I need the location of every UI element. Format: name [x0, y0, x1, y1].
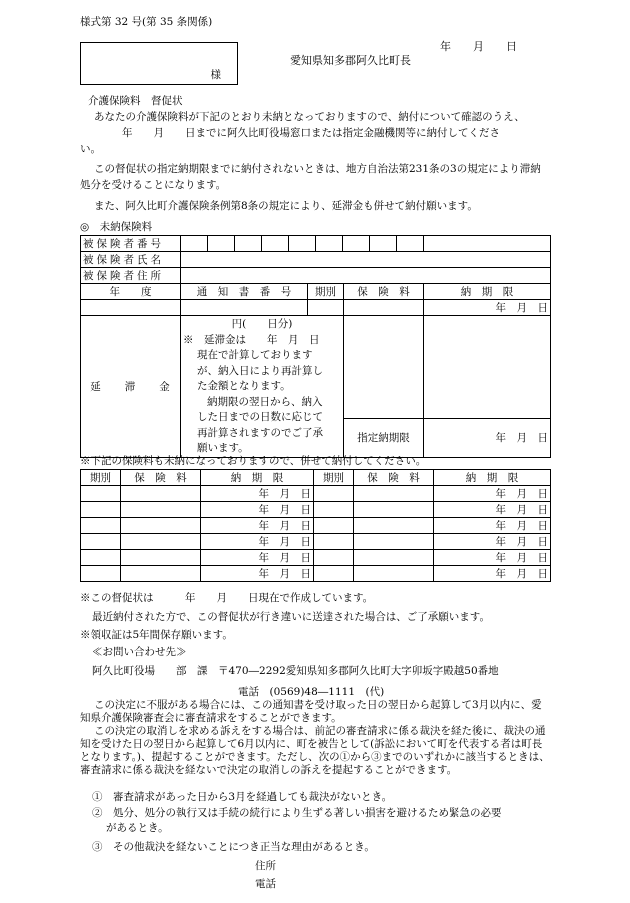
notice-paragraph — [80, 109, 550, 157]
period-cell[interactable] — [314, 534, 354, 550]
due-date-cell: 年 月 日 — [201, 486, 314, 502]
period-cell[interactable] — [314, 486, 354, 502]
late-fee-blank — [344, 316, 424, 419]
due-date-cell: 年 月 日 — [201, 550, 314, 566]
due-date-cell: 年 月 日 — [434, 486, 551, 502]
insured-number-digit[interactable] — [397, 236, 424, 252]
period-header: 期別 — [308, 284, 344, 300]
contact-address: 阿久比町役場 部 課 〒470―2292愛知県知多郡阿久比町大字卯坂字殿越50番地 — [92, 665, 499, 677]
period-cell[interactable] — [81, 518, 121, 534]
table-row — [81, 236, 551, 252]
due-date-header: 納 期 限 — [424, 284, 551, 300]
unpaid-premium-table — [80, 235, 551, 284]
appeal-paragraph-1: この決定に不服がある場合には、この通知書を受け取った日の翌日から起算して3月以内に、愛知県介護保険審査会に審査請求をすることができます。 — [80, 699, 542, 724]
due-date-header: 納 期 限 — [201, 470, 314, 486]
premium-cell[interactable] — [121, 486, 201, 502]
due-date-cell: 年 月 日 — [434, 550, 551, 566]
due-date-cell: 年 月 日 — [424, 300, 551, 316]
due-date-cell: 年 月 日 — [201, 518, 314, 534]
appeal-item-3: ③ その他裁決を経ないことにつき正当な理由があるとき。 — [92, 841, 375, 853]
late-fee-note: 現在で計算しております — [197, 349, 313, 361]
premium-header: 保 険 料 — [121, 470, 201, 486]
late-fee-note: が、納入日により再計算し — [197, 364, 323, 377]
late-fee-note: た金額となります。 — [197, 380, 291, 392]
period-cell[interactable] — [81, 502, 121, 518]
premium-cell[interactable] — [354, 534, 434, 550]
premium-cell[interactable] — [121, 534, 201, 550]
appeal-item-2-cont: があるとき。 — [106, 822, 169, 834]
insured-number-digit[interactable] — [424, 236, 551, 252]
period-header: 期別 — [81, 470, 121, 486]
table-row — [81, 268, 551, 284]
premium-cell[interactable] — [354, 550, 434, 566]
phone-label: 電話 — [255, 878, 276, 890]
late-fee-note: 願います。 — [197, 442, 249, 454]
late-fee-blank — [424, 316, 551, 419]
premium-cell[interactable] — [121, 518, 201, 534]
late-fee-label-cell — [81, 316, 181, 458]
table-row — [81, 534, 551, 550]
premium-cell[interactable] — [354, 502, 434, 518]
notice-line-2: 年 月 日までに阿久比町役場窓口または指定金融機関等に納付してくださ — [122, 127, 500, 139]
insured-number-digit[interactable] — [343, 236, 370, 252]
period-cell[interactable] — [314, 518, 354, 534]
period-cell[interactable] — [81, 566, 121, 582]
premium-cell[interactable] — [121, 502, 201, 518]
premium-cell[interactable] — [354, 566, 434, 582]
due-date-cell: 年 月 日 — [434, 518, 551, 534]
insured-number-digit[interactable] — [370, 236, 397, 252]
contact-phone: 電話 (0569)48―1111 (代) — [238, 686, 385, 698]
late-fee-note: ※ 延滞金は 年 月 日 — [183, 333, 320, 346]
premium-cell[interactable] — [344, 300, 424, 316]
penalty-paragraph: この督促状の指定納期限までに納付されないときは、地方自治法第231条の3の規定により滞納処分を受けることになります。 — [80, 163, 541, 191]
period-cell[interactable] — [314, 502, 354, 518]
fiscal-year-cell[interactable] — [81, 300, 181, 316]
insured-number-digit[interactable] — [316, 236, 343, 252]
appeal-item-1: ① 審査請求があった日から3月を経過しても裁決がないとき。 — [92, 791, 393, 803]
insured-name-label: 被保険者氏名 — [81, 252, 181, 268]
unpaid-section-title: ◎ 未納保険料 — [80, 221, 153, 233]
issue-date: 年 月 日 — [440, 40, 517, 53]
period-cell[interactable] — [81, 550, 121, 566]
due-date-cell: 年 月 日 — [434, 534, 551, 550]
due-date-cell: 年 月 日 — [201, 566, 314, 582]
premium-header: 保 険 料 — [354, 470, 434, 486]
due-date-header: 納 期 限 — [434, 470, 551, 486]
period-cell[interactable] — [308, 300, 344, 316]
appeal-item-2: ② 処分、処分の執行又は手続の続行により生ずる著しい損害を避けるため緊急の必要 — [92, 807, 502, 819]
table-row — [81, 486, 551, 502]
due-date-cell: 年 月 日 — [201, 534, 314, 550]
table-row — [81, 502, 551, 518]
contact-heading: ≪お問い合わせ先≫ — [92, 646, 187, 658]
due-date-cell: 年 月 日 — [434, 502, 551, 518]
late-fee-paragraph: また、阿久比町介護保険条例第8条の規定により、延滞金も併せて納付願います。 — [94, 200, 478, 212]
addressee-suffix: 様 — [210, 69, 221, 81]
insured-number-digit[interactable] — [235, 236, 262, 252]
notice-number-cell[interactable] — [181, 300, 308, 316]
addressee-box — [80, 42, 238, 85]
premium-cell[interactable] — [121, 550, 201, 566]
premium-cell[interactable] — [354, 518, 434, 534]
insured-address-label: 被保険者住所 — [81, 268, 181, 284]
due-date-cell: 年 月 日 — [434, 566, 551, 582]
premium-header: 保 険 料 — [344, 284, 424, 300]
insured-number-digit[interactable] — [181, 236, 208, 252]
designated-due-label: 指定納期限 — [344, 419, 424, 457]
late-fee-note-cell — [181, 316, 344, 458]
unpaid-detail-table — [80, 283, 551, 458]
insured-number-digit[interactable] — [208, 236, 235, 252]
form-number: 様式第 32 号(第 35 条関係) — [80, 16, 213, 28]
due-date-cell: 年 月 日 — [201, 502, 314, 518]
period-cell[interactable] — [314, 550, 354, 566]
notice-number-header: 通 知 書 番 号 — [181, 284, 308, 300]
late-fee-label: 延 滞 金 — [90, 380, 171, 393]
premium-cell[interactable] — [354, 486, 434, 502]
table-row — [81, 518, 551, 534]
receipt-note: ※領収証は5年間保存願います。 — [80, 629, 233, 641]
late-fee-note: 再計算されますのでご了承 — [197, 426, 323, 439]
late-fee-note: 納期限の翌日から、納入 — [207, 395, 323, 408]
designated-due-date: 年 月 日 — [424, 419, 551, 457]
period-cell[interactable] — [81, 486, 121, 502]
appeal-paragraph-2: この決定の取消しを求める訴えをする場合は、前記の審査請求に係る裁決を経た後に、裁決の通知を受けた日の翌日から起算して6月以内に、町を被告として(訴訟において町を代表する者は町長となります。)、提起することができます。ただし、次の①から③までのいずれかに該当するときは、審査請求に係る裁決を経ないで決定の取消しの訴えを提起することができます。 — [80, 725, 550, 776]
notice-line-1: あなたの介護保険料が下記のとおり未納となっておりますので、納付について確認のうえ、 — [94, 111, 525, 123]
insured-number-label: 被保険者番号 — [81, 236, 181, 252]
premium-cell[interactable] — [121, 566, 201, 582]
created-date-note: ※この督促状は 年 月 日現在で作成しています。 — [80, 592, 374, 604]
document-title: 介護保険料 督促状 — [88, 95, 183, 107]
period-cell[interactable] — [81, 534, 121, 550]
period-header: 期別 — [314, 470, 354, 486]
notice-line-3: い。 — [80, 143, 101, 155]
address-label: 住所 — [255, 860, 276, 872]
late-fee-amount: 円( 日分) — [231, 318, 293, 330]
table-row — [81, 566, 551, 582]
table-row — [81, 550, 551, 566]
issuer-name: 愛知県知多郡阿久比町長 — [290, 54, 411, 67]
insured-number-digit[interactable] — [289, 236, 316, 252]
recent-payment-note: 最近納付された方で、この督促状が行き違いに送達された場合は、ご了承願います。 — [92, 611, 490, 623]
additional-unpaid-table — [80, 469, 551, 582]
fiscal-year-header: 年 度 — [81, 284, 181, 300]
insured-name-field[interactable] — [181, 252, 551, 268]
insured-number-digit[interactable] — [262, 236, 289, 252]
period-cell[interactable] — [314, 566, 354, 582]
late-fee-note: した日までの日数に応じて — [197, 411, 323, 423]
table-row — [81, 252, 551, 268]
additional-unpaid-note: ※下記の保険料も未納になっておりますので、併せて納付してください。 — [80, 455, 427, 467]
insured-address-field[interactable] — [181, 268, 551, 284]
